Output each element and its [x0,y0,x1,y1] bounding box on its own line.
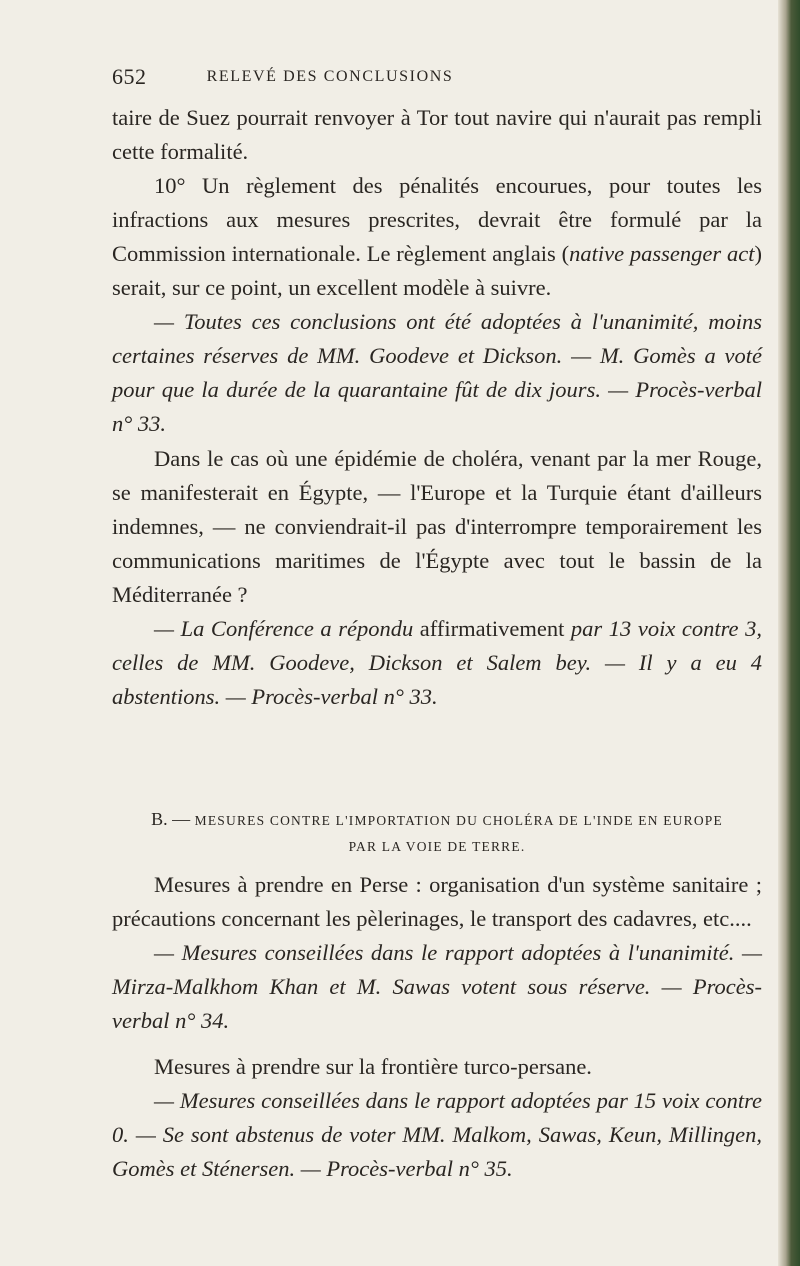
resolution-2-affirm: affirmativement [413,616,571,641]
question-paragraph: Dans le cas où une épidémie de choléra, venant par la mer Rouge, se manifesterait en Égypte, — l'Europe et la Turquie étant d'ailleurs indemnes, — ne conviendrait-il pas d'interrompre temporairement les communications maritimes de l'Égypte avec tout le bassin de la Méditerranée ? [112,446,762,607]
measures-frontier: Mesures à prendre sur la frontière turco-persane. [154,1054,592,1079]
measures-perse: Mesures à prendre en Perse : organisation d'un système sanitaire ; précautions concernant les pèlerinages, le transport des cadavres, etc.... [112,872,762,931]
section-heading-line1: MESURES CONTRE L'IMPORTATION DU CHOLÉRA DE L'INDE EN EUROPE [194,813,723,828]
running-title: RELEVÉ DES CONCLUSIONS [206,68,454,85]
point-10-text: 10° Un règlement des pénalités encourues, pour toutes les infractions aux mesures prescrites, devrait être formulé par la Commission internationale. Le règlement anglais ( [112,173,762,266]
resolution-note-2 [112,612,762,714]
resolution-note-3: — Mesures conseillées dans le rapport adoptées à l'unanimité. — Mirza-Malkhom Khan et M. Sawas votent sous réserve. — Procès-verbal n° 34. [112,940,762,1033]
paragraph-point-10 [112,169,762,305]
act-name: native passenger act [569,241,755,266]
resolution-2-end: par 13 voix contre 3, celles de MM. Goodeve, Dickson et Salem bey. — Il y a eu 4 abstentions. — Procès-verbal n° 33. [112,616,762,709]
resolution-2-start: — La Conférence a répondu [154,616,414,641]
page-number: 652 [112,64,147,89]
text-block-2 [112,442,762,714]
page-header [0,64,800,92]
paragraph-continuation: taire de Suez pourrait renvoyer à Tor tout navire qui n'aurait pas rempli cette formalité. [112,105,762,164]
text-block-1 [112,101,762,441]
section-letter: B. — [151,809,191,829]
section-heading [112,806,762,860]
text-block-3 [112,868,762,1186]
resolution-note-1: — Toutes ces conclusions ont été adoptées à l'unanimité, moins certaines réserves de MM. Goodeve et Dickson. — M. Gomès a voté pour que la durée de la quarantaine fût de dix jours. — Procès-verbal n° 33. [112,309,762,436]
section-heading-line2: PAR LA VOIE DE TERRE. [348,839,526,854]
book-spine-edge [778,0,800,1266]
resolution-note-4: — Mesures conseillées dans le rapport adoptées par 15 voix contre 0. — Se sont abstenus de voter MM. Malkom, Sawas, Keun, Millingen, Gomès et Sténersen. — Procès-verbal n° 35. [112,1088,762,1181]
point-10-end: ) serait, sur ce point, un excellent modèle à suivre. [112,241,762,300]
